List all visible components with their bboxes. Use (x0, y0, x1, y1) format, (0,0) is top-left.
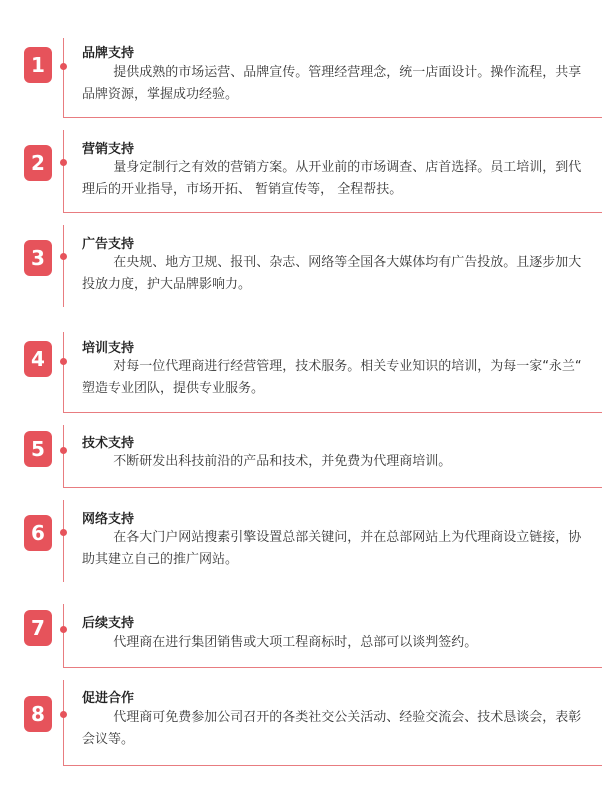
list-item (0, 0, 602, 118)
number-badge: 3 (24, 240, 52, 276)
item-title: 技术支持 (82, 436, 135, 451)
timeline-line (63, 332, 64, 413)
number-badge: 6 (24, 515, 52, 551)
list-item (0, 413, 602, 488)
timeline-dot (60, 447, 67, 454)
timeline-dot (60, 159, 67, 166)
timeline-dot (60, 63, 67, 70)
list-item (0, 488, 602, 582)
item-title: 品牌支持 (82, 46, 135, 61)
list-item (0, 592, 602, 668)
item-text: 对每一位代理商进行经营管理，技术服务。相关专业知识的培训，为每一家“永兰“ 塑造专业团队，提供专业服务。 (82, 359, 582, 396)
timeline-line (63, 38, 64, 118)
timeline-dot (60, 529, 67, 536)
list-item (0, 668, 602, 766)
item-title: 广告支持 (82, 237, 135, 252)
item-title: 促进合作 (82, 691, 135, 706)
item-text: 在央规、地方卫规、报刊、杂志、网络等全国各大媒体均有广告投放。且逐步加大投放力度，护大品牌影响力。 (82, 255, 582, 292)
item-text: 代理商可免费参加公司召开的各类社交公关活动、经验交流会、技术恳谈会，表彰会议等。 (82, 710, 582, 747)
item-text: 提供成熟的市场运营、品牌宣传。管理经营理念，统一店面设计。操作流程，共享品牌资源，掌握成功经验。 (82, 65, 582, 102)
timeline-line (63, 225, 64, 307)
item-text: 在各大门户网站搜素引擎设置总部关键问，并在总部网站上为代理商设立链接，协助其建立自己的推广网站。 (82, 530, 582, 567)
item-text: 不断研发出科技前沿的产品和技术，并免费为代理商培训。 (113, 454, 452, 469)
timeline-line (63, 604, 64, 668)
number-badge: 4 (24, 341, 52, 377)
timeline-line (63, 425, 64, 488)
item-text: 代理商在进行集团销售或大项工程商标时，总部可以谈判签约。 (113, 635, 478, 650)
divider (63, 765, 602, 766)
item-title: 后续支持 (82, 616, 135, 631)
list-item (0, 118, 602, 213)
timeline-line (63, 680, 64, 766)
item-title: 营销支持 (82, 142, 135, 157)
number-badge: 5 (24, 431, 52, 467)
list-item (0, 213, 602, 307)
item-title: 培训支持 (82, 341, 135, 356)
timeline-line (63, 500, 64, 582)
number-badge: 8 (24, 696, 52, 732)
list-item (0, 318, 602, 413)
number-badge: 2 (24, 145, 52, 181)
timeline-line (63, 130, 64, 213)
item-title: 网络支持 (82, 512, 135, 527)
timeline-dot (60, 253, 67, 260)
timeline-dot (60, 711, 67, 718)
timeline-dot (60, 358, 67, 365)
number-badge: 1 (24, 47, 52, 83)
number-badge: 7 (24, 610, 52, 646)
timeline-dot (60, 626, 67, 633)
item-text: 量身定制行之有效的营销方案。从开业前的市场调查、店首选择。员工培训，到代理后的开业指导，市场开拓、 暂销宣传等， 全程帮扶。 (82, 160, 582, 197)
